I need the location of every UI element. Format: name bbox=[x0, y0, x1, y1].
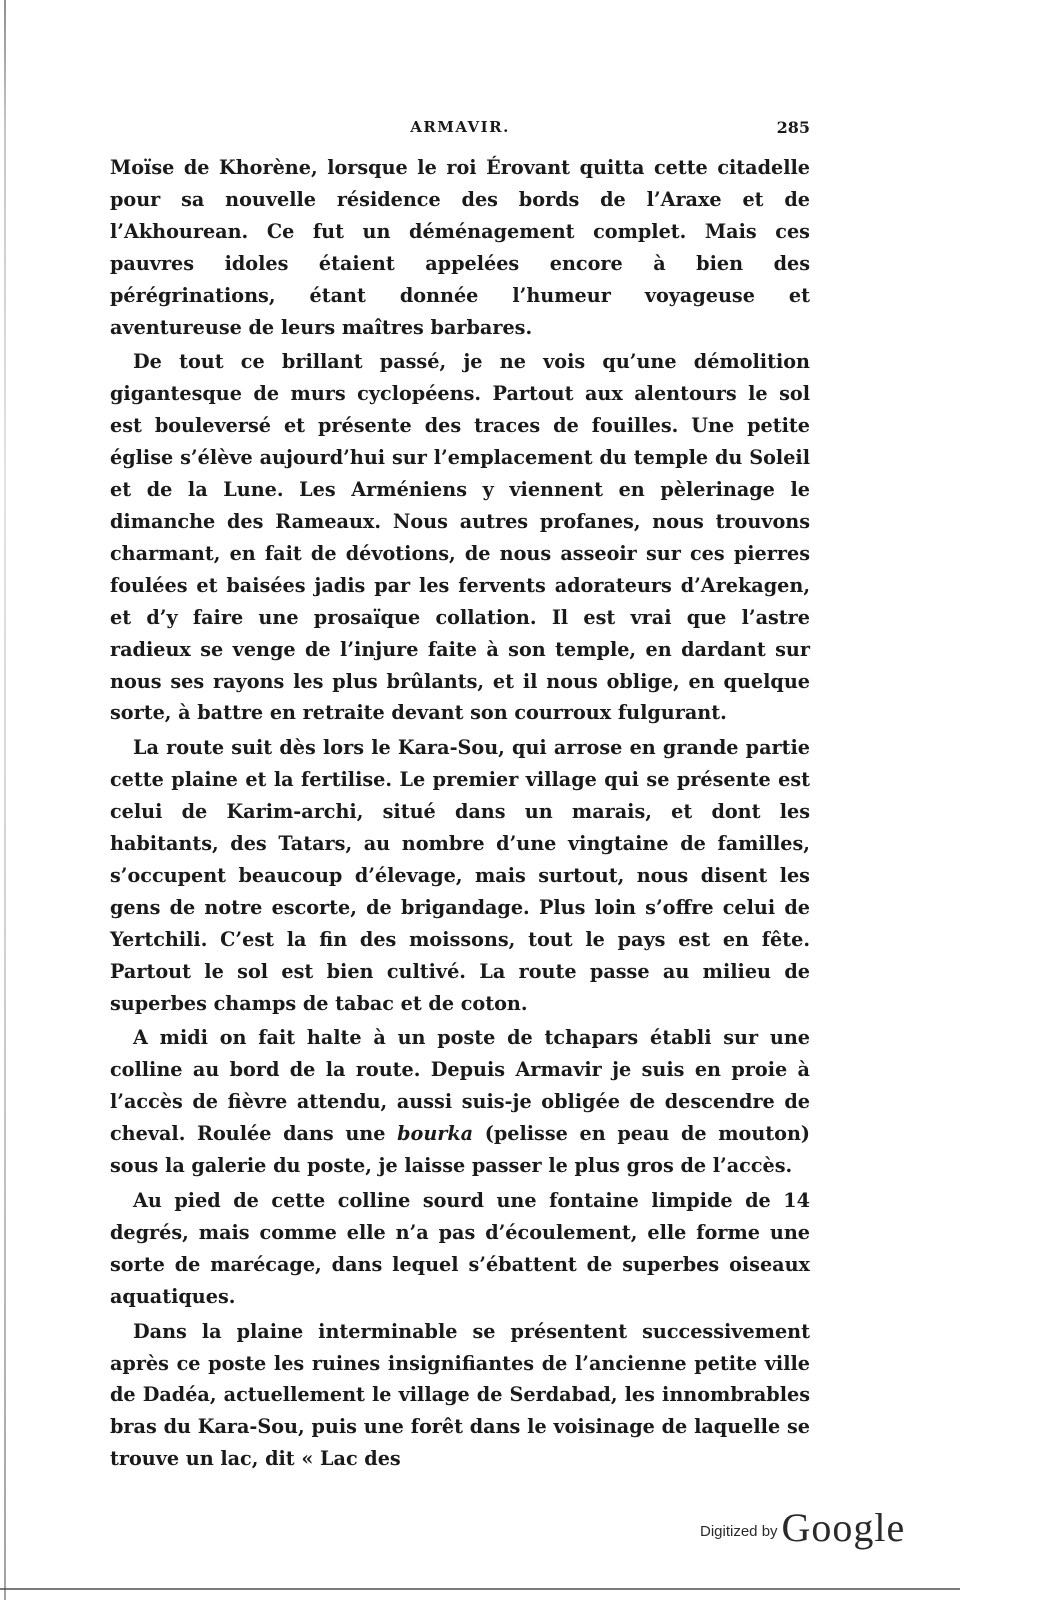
paragraph-5: Au pied de cette colline sourd une fontaine limpide de 14 degrés, mais comme elle n’a pas d’écoulement, elle forme une sorte de marécage, dans lequel s’ébattent de superbes oiseaux aquatiques. bbox=[110, 1189, 810, 1308]
body-text bbox=[110, 152, 810, 1478]
paragraph-3: La route suit dès lors le Kara-Sou, qui arrose en grande partie cette plaine et la fertilise. Le premier village qui se présente est celui de Karim-archi, situé dans un marais, et dont les habitants, des Tatars, au nombre d’une vingtaine de familles, s’occupent beaucoup d’élevage, mais surtout, nous disent les gens de notre escorte, de brigandage. Plus loin s’offre celui de Yertchili. C’est la fin des moissons, tout le pays est en fête. Partout le sol est bien cultivé. La route passe au milieu de superbes champs de tabac et de coton. bbox=[110, 736, 810, 1015]
paragraph-6: Dans la plaine interminable se présentent successivement après ce poste les ruines insignifiantes de l’ancienne petite ville de Dadéa, actuellement le village de Serdabad, les innombrables bras du Kara-Sou, puis une forêt dans le voisinage de laquelle se trouve un lac, dit « Lac des bbox=[110, 1319, 810, 1471]
paragraph-4-start: A midi on fait halte à un poste de tchapars établi sur une colline au bord de la route. Depuis Armavir je suis en proie à l’accès de fièvre attendu, aussi suis-je obligée de descendre de cheval. Roulée dans une bbox=[110, 1026, 810, 1146]
italic-term: bourka bbox=[397, 1122, 474, 1146]
scan-edge-bottom bbox=[0, 1588, 960, 1590]
google-logo: Google bbox=[781, 1505, 906, 1550]
running-title: ARMAVIR. bbox=[410, 118, 510, 136]
digitized-watermark bbox=[700, 1498, 905, 1548]
running-head bbox=[110, 118, 810, 142]
paragraph-2: De tout ce brillant passé, je ne vois qu’une démolition gigantesque de murs cyclopéens. Partout aux alentours le sol est bouleversé et présente des traces de fouilles. Une petite église s’élève aujourd’hui sur l’emplacement du temple du Soleil et de la Lune. Les Arméniens y viennent en pèlerinage le dimanche des Rameaux. Nous autres profanes, nous trouvons charmant, en fait de dévotions, de nous asseoir sur ces pierres foulées et baisées jadis par les fervents adorateurs d’Arekagen, et d’y faire une prosaïque collation. Il est vrai que l’astre radieux se venge de l’injure faite à son temple, en dardant sur nous ses rayons les plus brûlants, et il nous oblige, en quelque sorte, à battre en retraite devant son courroux fulgurant. bbox=[110, 350, 810, 725]
paragraph-4 bbox=[110, 1022, 810, 1182]
watermark-prefix: Digitized by bbox=[700, 1523, 778, 1540]
scan-edge-left bbox=[4, 0, 6, 1600]
paragraph-4-end: (pelisse en peau de mouton) sous la galerie du poste, je laisse passer le plus gros de l’accès. bbox=[110, 1122, 810, 1178]
page-number: 285 bbox=[776, 118, 810, 137]
paragraph-1: Moïse de Khorène, lorsque le roi Érovant quitta cette citadelle pour sa nouvelle résidence des bords de l’Araxe et de l’Akhourean. Ce fut un déménagement complet. Mais ces pauvres idoles étaient appelées encore à bien des pérégrinations, étant donnée l’humeur voyageuse et aventureuse de leurs maîtres barbares. bbox=[110, 156, 810, 339]
